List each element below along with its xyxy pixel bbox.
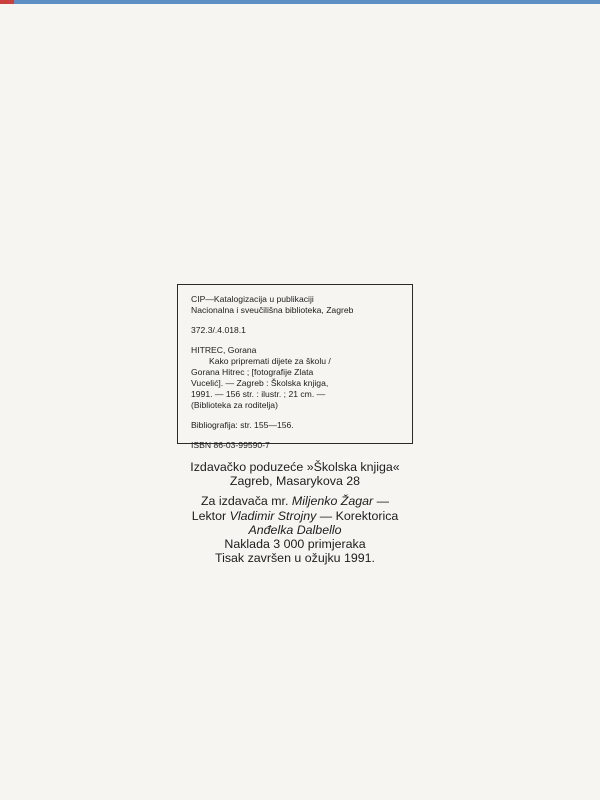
dash: — [376, 494, 390, 509]
cip-record-box [177, 284, 413, 450]
imprint-address: Zagreb, Masarykova 28 [229, 474, 361, 489]
page-top-edge [0, 0, 600, 4]
imprint-printed-date: Tisak završen u ožujku 1991. [214, 551, 375, 566]
for-publisher-label: Za izdavača mr. [200, 494, 289, 509]
cip-description-line: Kako pripremati dijete za školu / [209, 356, 331, 366]
cip-header-line-1: CIP—Katalogizacija u publikaciji [191, 294, 314, 304]
cip-description-line: 1991. — 156 str. : ilustr. ; 21 cm. — [191, 389, 326, 399]
cip-bibliography: Bibliografija: str. 155—156. [191, 420, 294, 430]
cip-isbn: ISBN 86-03-99590-7 [191, 440, 270, 450]
editor-name: Vladimir Strojny [229, 508, 317, 523]
editor-label: Lektor [191, 508, 227, 523]
imprint-print-run: Naklada 3 000 primjeraka [224, 537, 366, 552]
page-top-edge-accent [0, 0, 14, 4]
cip-udc: 372.3/.4.018.1 [191, 325, 246, 335]
imprint-proofreader [130, 523, 460, 537]
imprint-editors [130, 509, 460, 523]
cip-author: HITREC, Gorana [191, 345, 257, 355]
imprint-for-publisher [130, 494, 460, 508]
for-publisher-name: Miljenko Žagar [291, 494, 374, 509]
imprint-publisher: Izdavačko poduzeće »Školska knjiga« [190, 460, 400, 474]
cip-description-line: Vucelić]. — Zagreb : Školska knjiga, [191, 378, 329, 388]
cip-header-line-2: Nacionalna i sveučilišna biblioteka, Zagreb [191, 305, 354, 315]
imprint-block [130, 460, 460, 565]
cip-description-line: Gorana Hitrec ; [fotografije Zlata [191, 367, 314, 377]
cip-description-line: (Biblioteka za roditelja) [191, 400, 278, 410]
proofreader-label: — Korektorica [319, 508, 399, 523]
proofreader-name: Anđelka Dalbello [248, 522, 342, 537]
